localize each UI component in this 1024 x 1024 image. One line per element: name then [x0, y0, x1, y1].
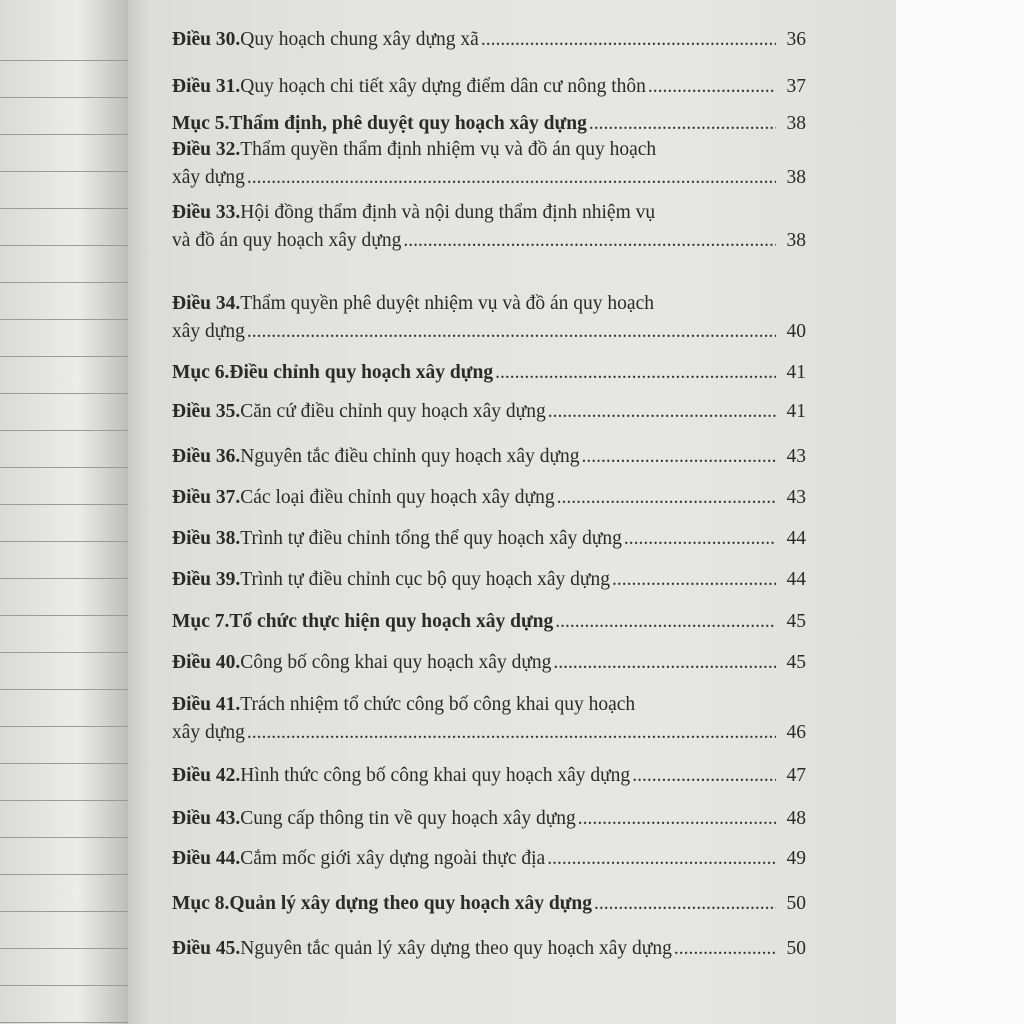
toc-line: [172, 361, 806, 385]
toc-entry-number: Điều 43.: [172, 808, 241, 829]
toc-entry: [172, 937, 806, 961]
toc-line: [172, 764, 806, 788]
dot-leader: [247, 320, 776, 344]
toc-entry-title: Trình tự điều chỉnh tổng thể quy hoạch xây dựng: [240, 528, 622, 549]
dot-leader: [553, 651, 776, 675]
toc-line: [172, 166, 806, 190]
dot-leader: [578, 807, 776, 831]
toc-line: [172, 568, 806, 592]
dot-leader: [547, 847, 776, 871]
toc-line: [172, 651, 806, 675]
dot-leader: [582, 445, 776, 469]
dot-leader: [403, 229, 776, 253]
toc-entry: [172, 486, 806, 510]
toc-page-number: 41: [786, 362, 806, 383]
toc-page-number: 38: [786, 113, 806, 134]
toc-line: [172, 28, 806, 52]
toc-page-number: 44: [786, 569, 806, 590]
toc-line: [172, 400, 806, 424]
toc-section: [172, 112, 806, 136]
toc-line: [172, 292, 806, 316]
dot-leader: [557, 486, 776, 510]
toc-line: [172, 721, 806, 745]
toc-entry-title: Các loại điều chỉnh quy hoạch xây dựng: [240, 487, 555, 508]
toc-entry-number: Mục 5.: [172, 113, 230, 134]
toc-entry: [172, 445, 806, 469]
toc-page-number: 45: [786, 652, 806, 673]
toc-entry-title-continued: xây dựng: [172, 321, 245, 342]
toc-page-number: 48: [786, 808, 806, 829]
toc-entry-title: Quy hoạch chung xây dựng xã: [240, 29, 479, 50]
toc-entry-number: Điều 40.: [172, 652, 241, 673]
toc-entry-title: Công bố công khai quy hoạch xây dựng: [240, 652, 552, 673]
toc-entry-number: Mục 6.: [172, 362, 230, 383]
dot-leader: [674, 937, 776, 961]
toc-line: [172, 807, 806, 831]
toc-entry-number: Điều 34.: [172, 293, 241, 314]
toc-entry-title: Căn cứ điều chỉnh quy hoạch xây dựng: [240, 401, 546, 422]
toc-entry: [172, 764, 806, 788]
toc-entry-title: Quy hoạch chi tiết xây dựng điểm dân cư nông thôn: [240, 76, 646, 97]
toc-line: [172, 75, 806, 99]
toc-section: [172, 892, 806, 916]
toc-entry: [172, 651, 806, 675]
dot-leader: [594, 892, 776, 916]
toc-page-number: 49: [786, 848, 806, 869]
dot-leader: [548, 400, 776, 424]
toc-entry-title: Nguyên tắc quản lý xây dựng theo quy hoạch xây dựng: [240, 938, 672, 959]
toc-entry-number: Điều 31.: [172, 76, 241, 97]
toc-line: [172, 892, 806, 916]
toc-page-number: 36: [786, 29, 806, 50]
toc-line: [172, 320, 806, 344]
toc-entry: [172, 400, 806, 424]
toc-entry-number: Điều 30.: [172, 29, 241, 50]
dot-leader: [555, 610, 776, 634]
toc-entry-number: Điều 39.: [172, 569, 241, 590]
toc-page-number: 47: [786, 765, 806, 786]
toc-entry-title: Hội đồng thẩm định và nội dung thẩm định nhiệm vụ: [240, 202, 656, 223]
toc-entry-title: Tổ chức thực hiện quy hoạch xây dựng: [229, 611, 554, 632]
toc-section: [172, 610, 806, 634]
toc-page-number: 41: [786, 401, 806, 422]
toc-entry-number: Điều 45.: [172, 938, 241, 959]
dot-leader: [247, 721, 776, 745]
toc-entry: [172, 28, 806, 52]
toc-entry: [172, 201, 806, 253]
dot-leader: [648, 75, 776, 99]
dot-leader: [632, 764, 776, 788]
toc-entry-number: Điều 38.: [172, 528, 241, 549]
toc-page-number: 50: [786, 893, 806, 914]
toc-entry-number: Điều 37.: [172, 487, 241, 508]
toc-entry-title: Cắm mốc giới xây dựng ngoài thực địa: [240, 848, 546, 869]
toc-entry-title: Quản lý xây dựng theo quy hoạch xây dựng: [229, 893, 592, 914]
toc-page-number: 44: [786, 528, 806, 549]
toc-line: [172, 112, 806, 136]
toc-entry-title-continued: và đồ án quy hoạch xây dựng: [172, 230, 402, 251]
toc-page-number: 37: [786, 76, 806, 97]
toc-entry-title-continued: xây dựng: [172, 167, 245, 188]
toc-entry-title: Thẩm định, phê duyệt quy hoạch xây dựng: [229, 113, 587, 134]
toc-line: [172, 527, 806, 551]
toc-entry: [172, 292, 806, 344]
dot-leader: [612, 568, 776, 592]
toc-entry: [172, 75, 806, 99]
background: [896, 0, 1024, 1024]
toc-entry-number: Điều 32.: [172, 139, 241, 160]
toc-line: [172, 138, 806, 162]
toc-section: [172, 361, 806, 385]
dot-leader: [481, 28, 776, 52]
toc-entry: [172, 693, 806, 745]
toc-entry-title: Cung cấp thông tin về quy hoạch xây dựng: [240, 808, 576, 829]
dot-leader: [495, 361, 776, 385]
toc-line: [172, 486, 806, 510]
toc-entry-title: Nguyên tắc điều chỉnh quy hoạch xây dựng: [240, 446, 580, 467]
toc-entry-title: Hình thức công bố công khai quy hoạch xây dựng: [240, 765, 631, 786]
toc-entry: [172, 807, 806, 831]
toc-entry: [172, 568, 806, 592]
toc-entry-title: Trách nhiệm tổ chức công bố công khai quy hoạch: [240, 694, 636, 715]
toc-entry-title: Thẩm quyền thẩm định nhiệm vụ và đồ án quy hoạch: [240, 139, 657, 160]
toc-page-number: 43: [786, 487, 806, 508]
toc-entry-number: Điều 41.: [172, 694, 241, 715]
toc-line: [172, 937, 806, 961]
dot-leader: [247, 166, 776, 190]
toc-entry-title-continued: xây dựng: [172, 722, 245, 743]
toc-page-number: 45: [786, 611, 806, 632]
dot-leader: [624, 527, 776, 551]
toc-entry: [172, 847, 806, 871]
toc-line: [172, 610, 806, 634]
toc-line: [172, 229, 806, 253]
toc-page-number: 50: [786, 938, 806, 959]
toc-entry-title: Trình tự điều chỉnh cục bộ quy hoạch xây dựng: [240, 569, 610, 590]
toc-line: [172, 847, 806, 871]
toc-page-number: 46: [786, 722, 806, 743]
toc-line: [172, 445, 806, 469]
toc-entry-title: Thẩm quyền phê duyệt nhiệm vụ và đồ án quy hoạch: [240, 293, 654, 314]
book-page-edges: [0, 0, 128, 1024]
toc-entry-number: Mục 8.: [172, 893, 230, 914]
toc-entry: [172, 527, 806, 551]
toc-entry-number: Điều 44.: [172, 848, 241, 869]
toc-entry-number: Điều 35.: [172, 401, 241, 422]
toc-entry-number: Mục 7.: [172, 611, 230, 632]
toc-page-number: 43: [786, 446, 806, 467]
toc-entry: [172, 138, 806, 190]
toc-entry-number: Điều 36.: [172, 446, 241, 467]
dot-leader: [589, 112, 776, 136]
toc-line: [172, 201, 806, 225]
toc-entry-number: Điều 33.: [172, 202, 241, 223]
toc-entry-number: Điều 42.: [172, 765, 241, 786]
toc-page-number: 38: [786, 230, 806, 251]
toc-entry-title: Điều chỉnh quy hoạch xây dựng: [229, 362, 494, 383]
toc-page-number: 38: [786, 167, 806, 188]
toc-line: [172, 693, 806, 717]
toc-page-number: 40: [786, 321, 806, 342]
